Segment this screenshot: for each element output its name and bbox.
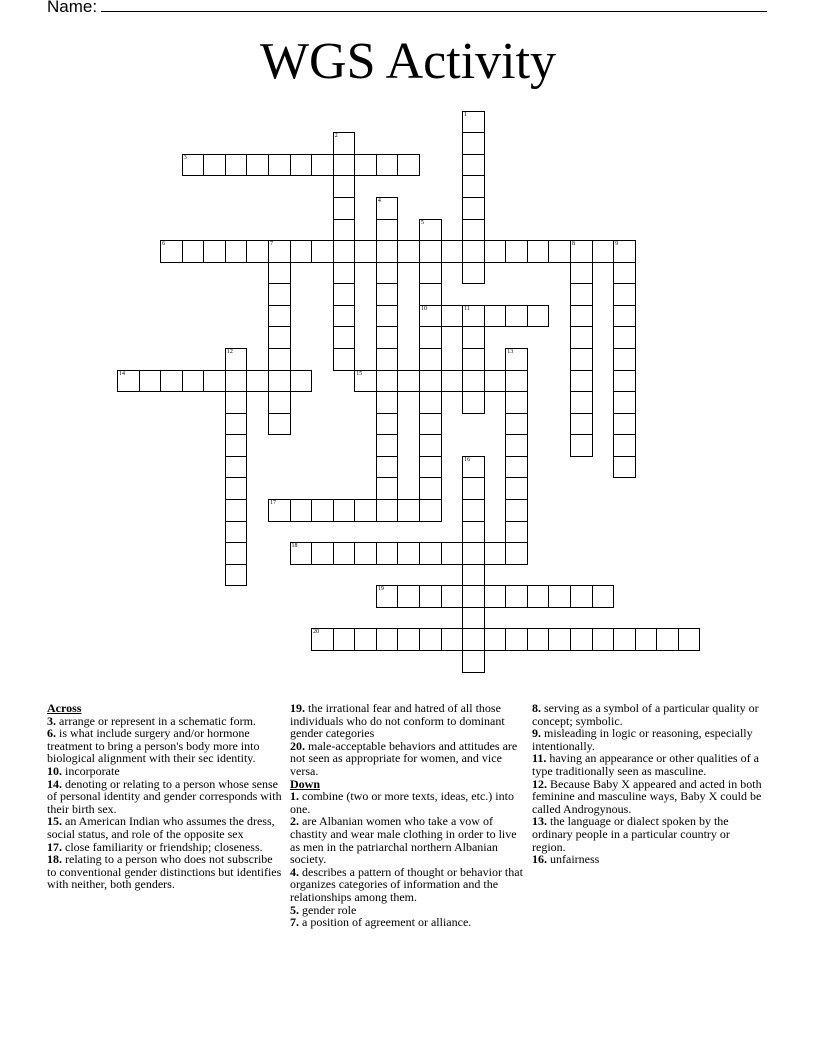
cell-number: 8	[571, 241, 575, 248]
clue-number: 11.	[532, 751, 547, 766]
crossword-cell[interactable]	[311, 628, 334, 651]
crossword-cell[interactable]	[613, 348, 636, 371]
crossword-cell[interactable]	[570, 348, 593, 371]
crossword-cell[interactable]	[311, 542, 334, 565]
crossword-cell[interactable]	[656, 628, 679, 651]
crossword-cell[interactable]	[613, 283, 636, 306]
crossword-cell[interactable]	[376, 219, 399, 242]
crossword-cell[interactable]	[570, 434, 593, 457]
crossword-cell[interactable]	[376, 370, 399, 393]
crossword-cell[interactable]	[548, 628, 571, 651]
across-clue	[47, 778, 282, 816]
crossword-cell[interactable]	[462, 607, 485, 630]
crossword-cell[interactable]	[462, 564, 485, 587]
crossword-cell[interactable]	[376, 585, 399, 608]
crossword-cell[interactable]	[462, 391, 485, 414]
crossword-cell[interactable]	[225, 434, 248, 457]
crossword-cell[interactable]	[462, 111, 485, 134]
clue-number: 17.	[47, 839, 62, 854]
crossword-cell[interactable]	[354, 154, 377, 177]
crossword-cell[interactable]	[333, 175, 356, 198]
crossword-cell[interactable]	[333, 326, 356, 349]
clue-number: 15.	[47, 814, 62, 829]
crossword-cell[interactable]	[505, 348, 528, 371]
clue-text: combine (two or more texts, ideas, etc.) into one.	[290, 789, 514, 816]
down-clue	[532, 702, 764, 727]
crossword-cell[interactable]	[441, 370, 464, 393]
crossword-cell[interactable]	[333, 305, 356, 328]
cell-number: 2	[334, 133, 338, 140]
crossword-cell[interactable]	[268, 370, 291, 393]
crossword-cell[interactable]	[592, 585, 615, 608]
cell-number: 18	[291, 543, 298, 550]
crossword-cell[interactable]	[376, 434, 399, 457]
crossword-cell[interactable]	[419, 326, 442, 349]
crossword-cell[interactable]	[246, 370, 269, 393]
crossword-cell[interactable]	[462, 477, 485, 500]
crossword-cell[interactable]	[290, 154, 313, 177]
crossword-cell[interactable]	[462, 240, 485, 263]
cell-number: 12	[226, 348, 233, 355]
crossword-cell[interactable]	[419, 434, 442, 457]
crossword-cell[interactable]	[182, 370, 205, 393]
clue-text: the irrational fear and hatred of all those individuals who do not conform to dominant gender categories	[290, 701, 505, 741]
clues-column-3	[532, 702, 764, 866]
crossword-cell[interactable]	[397, 370, 420, 393]
crossword-cell[interactable]	[613, 370, 636, 393]
clue-number: 10.	[47, 763, 62, 778]
clue-text: incorporate	[65, 763, 120, 778]
crossword-cell[interactable]	[225, 240, 248, 263]
crossword-cell[interactable]	[419, 219, 442, 242]
crossword-cell[interactable]	[484, 370, 507, 393]
down-clue	[290, 790, 526, 815]
crossword-cell[interactable]	[354, 370, 377, 393]
crossword-cell[interactable]	[376, 542, 399, 565]
crossword-cell[interactable]	[268, 326, 291, 349]
crossword-cell[interactable]	[376, 456, 399, 479]
crossword-cell[interactable]	[548, 585, 571, 608]
crossword-cell[interactable]	[354, 628, 377, 651]
crossword-cell[interactable]	[527, 240, 550, 263]
clue-text: denoting or relating to a person whose sense of personal identity and gender corresponds with their birth sex.	[47, 776, 282, 816]
crossword-cell[interactable]	[203, 240, 226, 263]
down-heading: Down	[290, 776, 321, 791]
crossword-cell[interactable]	[333, 240, 356, 263]
clue-text: arrange or represent in a schematic form.	[59, 713, 256, 728]
clue-number: 14.	[47, 776, 62, 791]
crossword-cell[interactable]	[505, 628, 528, 651]
crossword-cell[interactable]	[505, 521, 528, 544]
crossword-cell[interactable]	[419, 499, 442, 522]
crossword-cell[interactable]	[505, 585, 528, 608]
crossword-cell[interactable]	[139, 370, 162, 393]
cell-number: 3	[183, 154, 187, 161]
crossword-cell[interactable]	[397, 628, 420, 651]
crossword-cell[interactable]	[333, 219, 356, 242]
clue-text: a position of agreement or alliance.	[302, 915, 472, 930]
clue-number: 20.	[290, 738, 305, 753]
crossword-cell[interactable]	[570, 240, 593, 263]
crossword-cell[interactable]	[333, 197, 356, 220]
crossword-cell[interactable]	[462, 628, 485, 651]
crossword-cell[interactable]	[592, 240, 615, 263]
down-clue	[532, 853, 764, 866]
crossword-cell[interactable]	[225, 499, 248, 522]
clue-text: relating to a person who does not subscribe to conventional gender distinctions but identifies with neither, both genders.	[47, 852, 282, 892]
down-clue	[532, 778, 764, 816]
crossword-cell[interactable]	[419, 542, 442, 565]
crossword-cell[interactable]	[462, 370, 485, 393]
crossword-cell[interactable]	[613, 628, 636, 651]
crossword-cell[interactable]	[354, 499, 377, 522]
cell-number: 15	[356, 370, 363, 377]
clue-text: misleading in logic or reasoning, especially intentionally.	[532, 726, 753, 753]
clue-text: serving as a symbol of a particular quality or concept; symbolic.	[532, 701, 759, 728]
crossword-cell[interactable]	[484, 542, 507, 565]
clue-number: 3.	[47, 713, 56, 728]
crossword-cell[interactable]	[613, 413, 636, 436]
crossword-cell[interactable]	[203, 154, 226, 177]
clue-number: 5.	[290, 902, 299, 917]
clue-number: 2.	[290, 814, 299, 829]
crossword-cell[interactable]	[462, 542, 485, 565]
crossword-cell[interactable]	[203, 370, 226, 393]
crossword-cell[interactable]	[354, 240, 377, 263]
crossword-cell[interactable]	[268, 348, 291, 371]
crossword-cell[interactable]	[182, 240, 205, 263]
crossword-cell[interactable]	[225, 564, 248, 587]
down-clue	[290, 916, 526, 929]
down-clue	[532, 752, 764, 777]
crossword-cell[interactable]	[333, 262, 356, 285]
crossword-cell[interactable]	[376, 154, 399, 177]
crossword-cell[interactable]	[376, 628, 399, 651]
crossword-cell[interactable]	[419, 262, 442, 285]
crossword-cell[interactable]	[376, 305, 399, 328]
crossword-cell[interactable]	[527, 628, 550, 651]
crossword-cell[interactable]	[613, 305, 636, 328]
crossword-cell[interactable]	[592, 628, 615, 651]
crossword-cell[interactable]	[484, 305, 507, 328]
crossword-cell[interactable]	[376, 283, 399, 306]
clues-column-1	[47, 702, 282, 891]
clue-text: gender role	[302, 902, 357, 917]
cell-number: 14	[119, 370, 125, 377]
crossword-cell[interactable]	[225, 370, 248, 393]
crossword-cell[interactable]	[613, 456, 636, 479]
clue-text: are Albanian women who take a vow of chastity and wear male clothing in order to live as men in the patriarchal northern Albanian society.	[290, 814, 517, 867]
crossword-cell[interactable]	[397, 240, 420, 263]
cell-number: 1	[464, 111, 468, 118]
crossword-cell[interactable]	[376, 477, 399, 500]
crossword-cell[interactable]	[225, 521, 248, 544]
crossword-cell[interactable]	[505, 240, 528, 263]
clue-number: 12.	[532, 776, 547, 791]
crossword-cell[interactable]	[441, 240, 464, 263]
crossword-cell[interactable]	[311, 154, 334, 177]
crossword-cell[interactable]	[570, 585, 593, 608]
crossword-cell[interactable]	[268, 262, 291, 285]
cell-number: 7	[269, 241, 273, 248]
clue-text: unfairness	[550, 852, 600, 867]
clue-number: 4.	[290, 864, 299, 879]
crossword-cell[interactable]	[246, 154, 269, 177]
clue-number: 13.	[532, 814, 547, 829]
crossword-cell[interactable]	[613, 240, 636, 263]
crossword-cell[interactable]	[376, 262, 399, 285]
crossword-cell[interactable]	[246, 240, 269, 263]
crossword-cell[interactable]	[354, 542, 377, 565]
cell-number: 11	[464, 305, 470, 312]
crossword-cell[interactable]	[505, 305, 528, 328]
crossword-cell[interactable]	[570, 262, 593, 285]
crossword-cell[interactable]	[290, 370, 313, 393]
crossword-cell[interactable]	[333, 628, 356, 651]
down-clue	[532, 727, 764, 752]
crossword-cell[interactable]	[333, 154, 356, 177]
crossword-cell[interactable]	[505, 434, 528, 457]
crossword-cell[interactable]	[570, 413, 593, 436]
crossword-cell[interactable]	[268, 154, 291, 177]
clue-number: 9.	[532, 726, 541, 741]
crossword-cell[interactable]	[462, 262, 485, 285]
crossword-cell[interactable]	[333, 348, 356, 371]
crossword-cell[interactable]	[419, 456, 442, 479]
crossword-cell[interactable]	[419, 370, 442, 393]
across-clue	[47, 815, 282, 840]
clue-number: 7.	[290, 915, 299, 930]
crossword-cell[interactable]	[462, 154, 485, 177]
crossword-cell[interactable]	[505, 413, 528, 436]
crossword-cell[interactable]	[225, 477, 248, 500]
cell-number: 19	[377, 586, 384, 593]
clue-text: describes a pattern of thought or behavior that organizes categories of information and the relationships among them.	[290, 864, 523, 904]
down-clue	[290, 815, 526, 865]
crossword-cell[interactable]	[441, 542, 464, 565]
crossword-cell[interactable]	[419, 391, 442, 414]
crossword-cell[interactable]	[462, 305, 485, 328]
down-clue	[290, 866, 526, 904]
crossword-cell[interactable]	[117, 370, 140, 393]
crossword-cell[interactable]	[570, 370, 593, 393]
crossword-cell[interactable]	[225, 154, 248, 177]
clue-text: the language or dialect spoken by the ordinary people in a particular country or region.	[532, 814, 730, 854]
crossword-cell[interactable]	[182, 154, 205, 177]
crossword-cell[interactable]	[268, 240, 291, 263]
crossword-cell[interactable]	[462, 197, 485, 220]
crossword-cell[interactable]	[268, 305, 291, 328]
crossword-cell[interactable]	[376, 348, 399, 371]
cell-number: 20	[313, 629, 320, 636]
cell-number: 17	[269, 499, 276, 506]
crossword-cell[interactable]	[462, 585, 485, 608]
clue-text: male-acceptable behaviors and attitudes are not seen as appropriate for women, and vice versa.	[290, 738, 518, 778]
clue-text: an American Indian who assumes the dress, social status, and role of the opposite sex	[47, 814, 275, 841]
crossword-cell[interactable]	[376, 326, 399, 349]
crossword-cell[interactable]	[290, 542, 313, 565]
across-heading: Across	[47, 701, 82, 715]
crossword-cell[interactable]	[419, 305, 442, 328]
crossword-cell[interactable]	[333, 499, 356, 522]
crossword-cell[interactable]	[548, 240, 571, 263]
crossword-cell[interactable]	[397, 542, 420, 565]
crossword-cell[interactable]	[419, 348, 442, 371]
crossword-cell[interactable]	[462, 499, 485, 522]
crossword-cell[interactable]	[397, 585, 420, 608]
clue-text: is what include surgery and/or hormone treatment to bring a person's body more into biological alignment with their sec identity.	[47, 726, 260, 766]
name-label: Name:	[47, 0, 98, 16]
across-clue	[290, 702, 526, 740]
crossword-cell[interactable]	[225, 413, 248, 436]
crossword-cell[interactable]	[505, 456, 528, 479]
crossword-cell[interactable]	[419, 477, 442, 500]
crossword-cell[interactable]	[376, 197, 399, 220]
crossword-cell[interactable]	[570, 305, 593, 328]
crossword-cell[interactable]	[419, 413, 442, 436]
crossword-cell[interactable]	[613, 391, 636, 414]
cell-number: 4	[377, 197, 381, 204]
crossword-cell[interactable]	[441, 305, 464, 328]
page-title: WGS Activity	[259, 33, 557, 90]
crossword-cell[interactable]	[290, 499, 313, 522]
crossword-cell[interactable]	[505, 542, 528, 565]
crossword-cell[interactable]	[527, 305, 550, 328]
crossword-cell[interactable]	[613, 262, 636, 285]
cell-number: 5	[420, 219, 424, 226]
clue-text: Because Baby X appeared and acted in both feminine and masculine ways, Baby X could be called Androgynous.	[532, 776, 762, 816]
across-clue	[47, 727, 282, 765]
crossword-cell[interactable]	[397, 154, 420, 177]
crossword-cell[interactable]	[505, 477, 528, 500]
crossword-cell[interactable]	[462, 219, 485, 242]
across-clue	[47, 853, 282, 891]
crossword-cell[interactable]	[527, 585, 550, 608]
crossword-cell[interactable]	[570, 391, 593, 414]
cell-number: 16	[464, 456, 471, 463]
crossword-cell[interactable]	[678, 628, 701, 651]
crossword-cell[interactable]	[462, 132, 485, 155]
crossword-cell[interactable]	[484, 585, 507, 608]
crossword-cell[interactable]	[484, 240, 507, 263]
crossword-cell[interactable]	[570, 326, 593, 349]
crossword-cell[interactable]	[225, 391, 248, 414]
across-clue	[290, 740, 526, 778]
cell-number: 9	[615, 241, 619, 248]
clues-column-2	[290, 702, 526, 929]
crossword-cell[interactable]	[570, 283, 593, 306]
crossword-cell[interactable]	[441, 628, 464, 651]
crossword-cell[interactable]	[311, 240, 334, 263]
cell-number: 13	[507, 348, 514, 355]
clue-number: 1.	[290, 789, 299, 804]
crossword-cell[interactable]	[462, 348, 485, 371]
crossword-cell[interactable]	[376, 391, 399, 414]
crossword-cell[interactable]	[462, 456, 485, 479]
cell-number: 10	[420, 305, 427, 312]
crossword-cell[interactable]	[160, 240, 183, 263]
crossword-cell[interactable]	[268, 391, 291, 414]
crossword-cell[interactable]	[419, 585, 442, 608]
crossword-cell[interactable]	[225, 542, 248, 565]
down-clue	[532, 815, 764, 853]
crossword-cell[interactable]	[635, 628, 658, 651]
crossword-cell[interactable]	[484, 628, 507, 651]
clue-number: 18.	[47, 852, 62, 867]
crossword-cell[interactable]	[397, 499, 420, 522]
crossword-cell[interactable]	[505, 499, 528, 522]
clue-number: 8.	[532, 701, 541, 715]
clue-number: 19.	[290, 701, 305, 715]
crossword-cell[interactable]	[268, 413, 291, 436]
crossword-cell[interactable]	[333, 283, 356, 306]
crossword-cell[interactable]	[505, 370, 528, 393]
crossword-cell[interactable]	[333, 132, 356, 155]
crossword-cell[interactable]	[160, 370, 183, 393]
crossword-cell[interactable]	[311, 499, 334, 522]
crossword-cell[interactable]	[419, 628, 442, 651]
crossword-cell[interactable]	[505, 391, 528, 414]
crossword-cell[interactable]	[570, 628, 593, 651]
crossword-cell[interactable]	[462, 175, 485, 198]
clue-number: 16.	[532, 852, 547, 867]
crossword-cell[interactable]	[419, 283, 442, 306]
clue-text: close familiarity or friendship; closeness.	[65, 839, 263, 854]
clue-text: having an appearance or other qualities of a type traditionally seen as masculine.	[532, 751, 759, 778]
crossword-cell[interactable]	[441, 585, 464, 608]
cell-number: 6	[162, 241, 166, 248]
crossword-cell[interactable]	[333, 542, 356, 565]
crossword-cell[interactable]	[462, 326, 485, 349]
crossword-cell[interactable]	[613, 434, 636, 457]
crossword-cell[interactable]	[376, 240, 399, 263]
crossword-cell[interactable]	[419, 240, 442, 263]
crossword-cell[interactable]	[225, 348, 248, 371]
crossword-cell[interactable]	[462, 521, 485, 544]
crossword-cell[interactable]	[376, 499, 399, 522]
crossword-cell[interactable]	[268, 499, 291, 522]
crossword-cell[interactable]	[268, 283, 291, 306]
clue-number: 6.	[47, 726, 56, 741]
crossword-cell[interactable]	[613, 326, 636, 349]
crossword-cell[interactable]	[290, 240, 313, 263]
crossword-cell[interactable]	[376, 413, 399, 436]
crossword-cell[interactable]	[225, 456, 248, 479]
crossword-cell[interactable]	[462, 650, 485, 673]
